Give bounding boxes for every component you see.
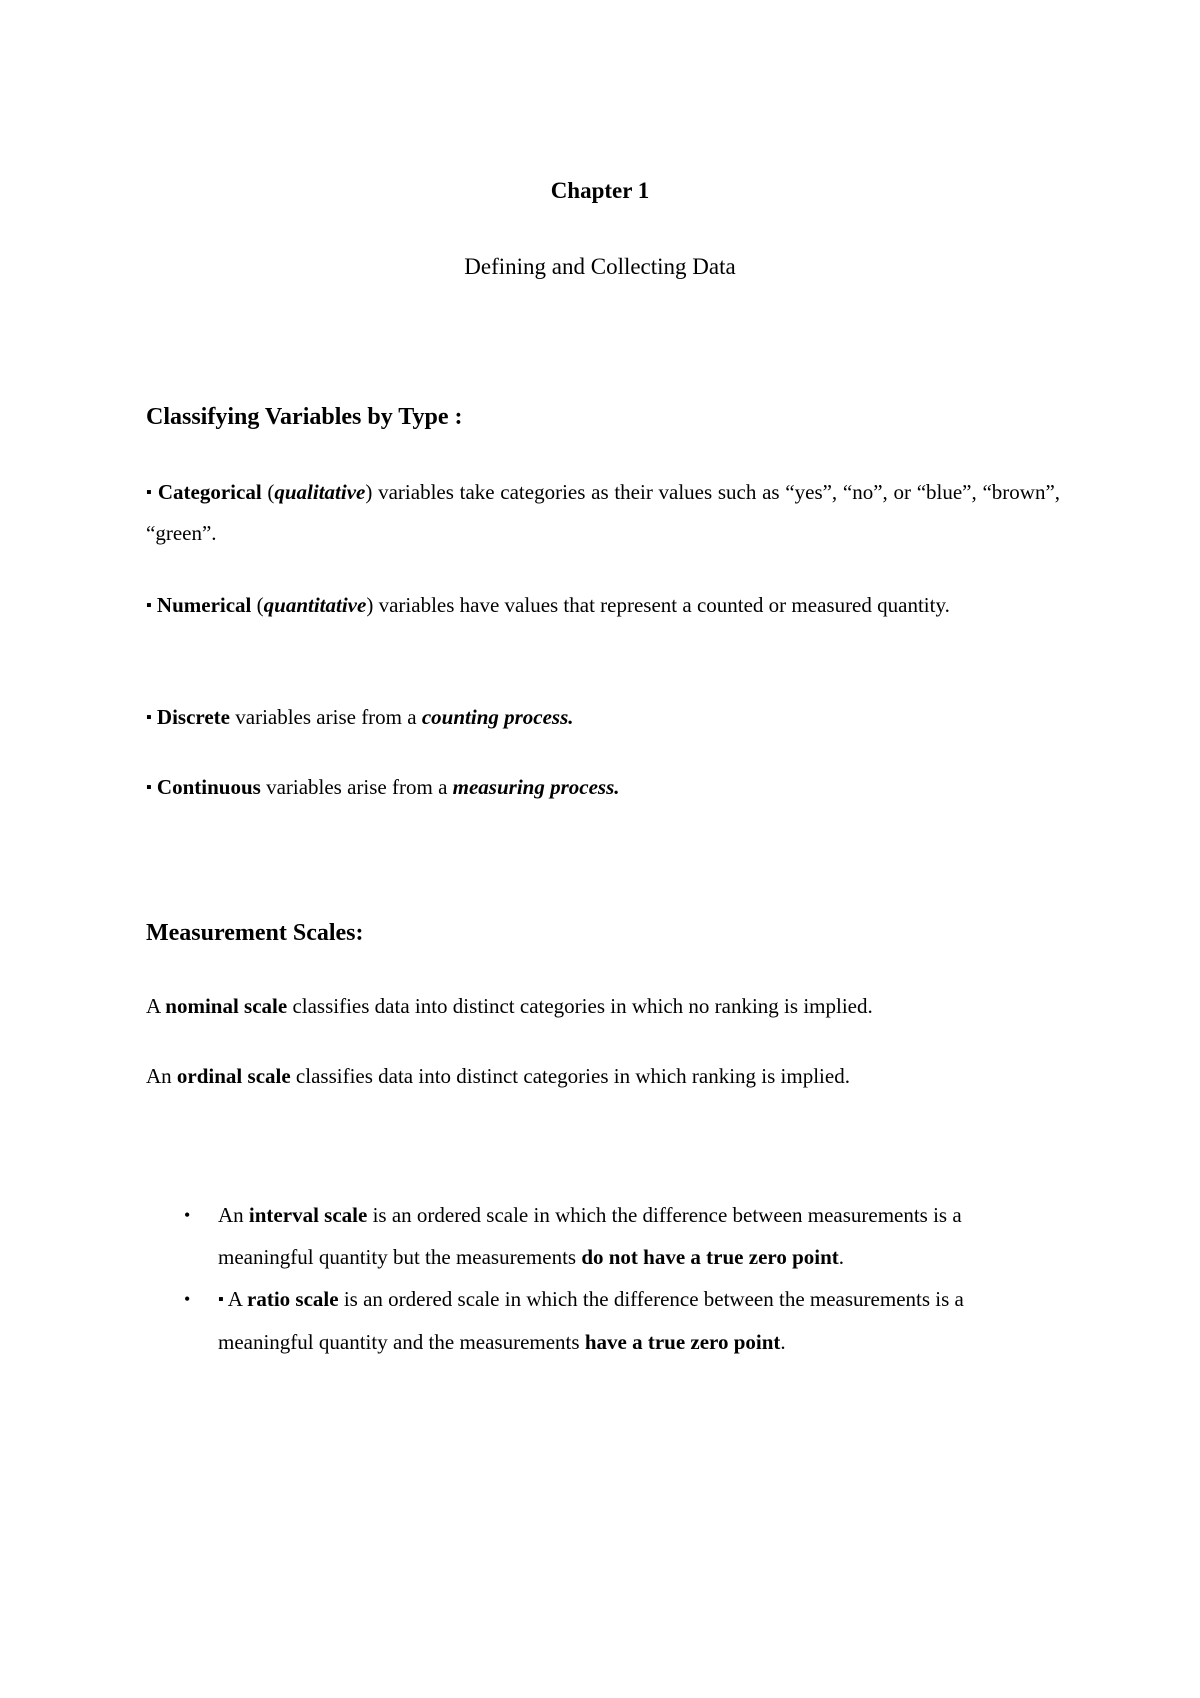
paragraph-continuous bbox=[146, 767, 1060, 808]
qualifier-quantitative: quantitative bbox=[263, 593, 367, 617]
qualifier-qualitative: qualitative bbox=[274, 480, 366, 504]
square-bullet-icon: ▪ bbox=[146, 779, 152, 796]
emphasis-no-true-zero: do not have a true zero point bbox=[581, 1245, 839, 1269]
paragraph-ordinal bbox=[146, 1056, 1060, 1097]
term-interval-scale: interval scale bbox=[248, 1203, 368, 1227]
square-bullet-icon: ▪ bbox=[146, 597, 152, 614]
section-heading-measurement-scales: Measurement Scales: bbox=[146, 920, 364, 946]
interval-description: is an ordered scale in which the difference between measurements is a meaningful quantity but the measurements bbox=[218, 1203, 962, 1269]
emphasis-measuring-process: measuring process. bbox=[452, 775, 620, 799]
term-ordinal-scale: ordinal scale bbox=[176, 1064, 291, 1088]
term-continuous: Continuous bbox=[156, 775, 261, 799]
square-bullet-icon: ▪ bbox=[146, 484, 153, 501]
nominal-prefix: A bbox=[146, 994, 161, 1018]
open-paren: ( bbox=[256, 593, 264, 617]
interval-prefix: An bbox=[218, 1203, 244, 1227]
list-item-interval-scale bbox=[186, 1194, 1060, 1278]
term-categorical: Categorical bbox=[157, 480, 262, 504]
list-item-ratio-scale bbox=[186, 1278, 1060, 1363]
open-paren: ( bbox=[267, 480, 275, 504]
ordinal-description: classifies data into distinct categories in which ranking is implied. bbox=[295, 1064, 850, 1088]
chapter-title: Chapter 1 bbox=[550, 178, 650, 203]
bullet-dot-icon: • bbox=[184, 1205, 191, 1225]
categorical-description: variables take categories as their values such as “yes”, “no”, or “blue”, “brown”, “green”. bbox=[146, 480, 1061, 545]
scale-bullet-list bbox=[186, 1194, 1060, 1363]
ratio-prefix: A bbox=[227, 1287, 242, 1311]
bullet-dot-icon: • bbox=[184, 1289, 191, 1309]
chapter-subtitle: Defining and Collecting Data bbox=[464, 254, 736, 279]
close-paren: ) bbox=[366, 593, 374, 617]
numerical-description: variables have values that represent a counted or measured quantity. bbox=[378, 593, 950, 617]
term-ratio-scale: ratio scale bbox=[247, 1287, 339, 1311]
discrete-description: variables arise from a bbox=[235, 705, 417, 729]
continuous-description: variables arise from a bbox=[266, 775, 448, 799]
square-bullet-icon: ▪ bbox=[218, 1291, 224, 1308]
section-heading-variable-types: Classifying Variables by Type : bbox=[146, 404, 463, 430]
interval-suffix: . bbox=[838, 1245, 845, 1269]
emphasis-true-zero: have a true zero point bbox=[584, 1330, 781, 1354]
term-nominal-scale: nominal scale bbox=[165, 994, 288, 1018]
term-numerical: Numerical bbox=[156, 593, 252, 617]
ratio-description: is an ordered scale in which the difference between the measurements is a meaningful quantity and the measurements bbox=[218, 1287, 964, 1354]
ordinal-prefix: An bbox=[146, 1064, 172, 1088]
square-bullet-icon: ▪ bbox=[146, 709, 152, 726]
term-discrete: Discrete bbox=[156, 705, 230, 729]
emphasis-counting-process: counting process. bbox=[421, 705, 574, 729]
nominal-description: classifies data into distinct categories in which no ranking is implied. bbox=[292, 994, 873, 1018]
paragraph-numerical bbox=[146, 585, 1060, 626]
paragraph-nominal bbox=[146, 986, 1060, 1027]
paragraph-discrete bbox=[146, 697, 1060, 738]
ratio-suffix: . bbox=[780, 1330, 786, 1354]
paragraph-categorical bbox=[146, 472, 1060, 554]
close-paren: ) bbox=[365, 480, 373, 504]
